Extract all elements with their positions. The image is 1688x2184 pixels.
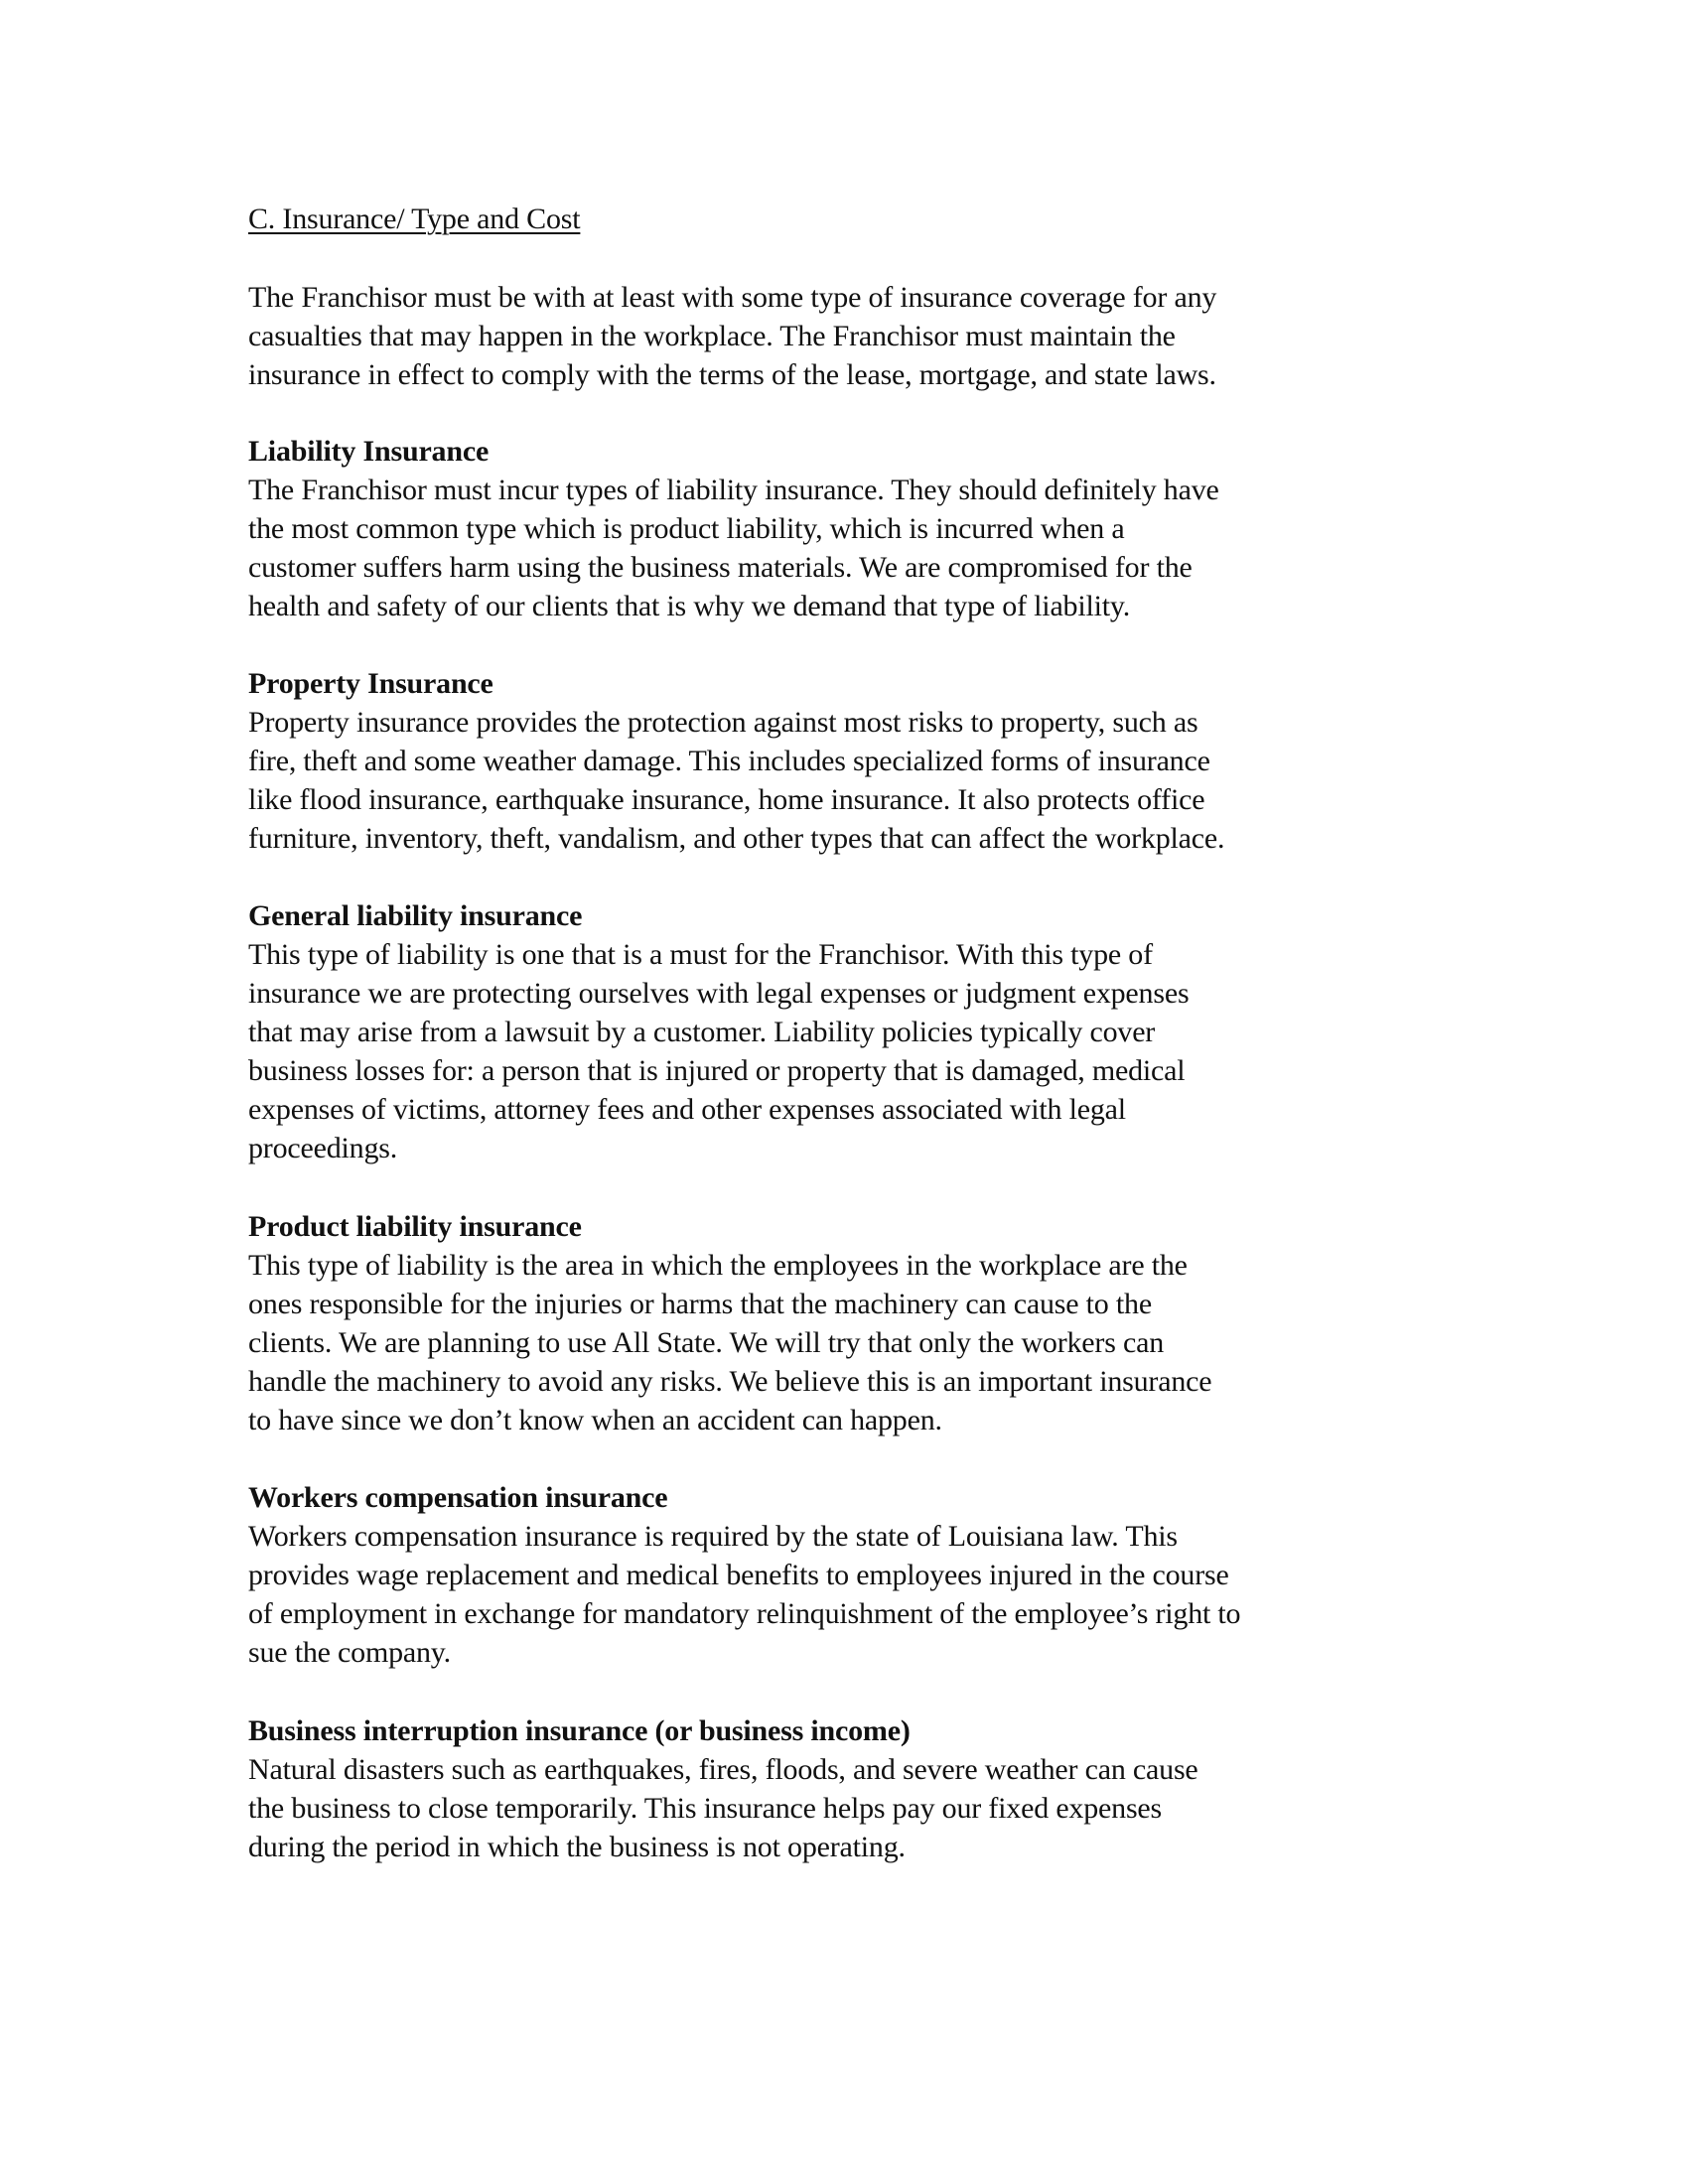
paragraph-line: clients. We are planning to use All State. We will try that only the workers can bbox=[248, 1326, 1165, 1359]
section-heading: General liability insurance bbox=[248, 899, 583, 932]
paragraph-line: the most common type which is product liability, which is incurred when a bbox=[248, 512, 1125, 545]
paragraph-line: Natural disasters such as earthquakes, fires, floods, and severe weather can cause bbox=[248, 1753, 1198, 1786]
paragraph-line: Workers compensation insurance is required by the state of Louisiana law. This bbox=[248, 1520, 1178, 1553]
section-title: C. Insurance/ Type and Cost bbox=[248, 203, 581, 235]
paragraph-line: of employment in exchange for mandatory relinquishment of the employee’s right to bbox=[248, 1597, 1241, 1630]
paragraph-line: Property insurance provides the protection against most risks to property, such as bbox=[248, 706, 1198, 739]
paragraph-line: casualties that may happen in the workplace. The Franchisor must maintain the bbox=[248, 320, 1176, 352]
paragraph-line: ones responsible for the injuries or harms that the machinery can cause to the bbox=[248, 1288, 1152, 1320]
section-heading: Product liability insurance bbox=[248, 1210, 582, 1243]
paragraph-line: to have since we don’t know when an accident can happen. bbox=[248, 1404, 942, 1436]
paragraph-line: fire, theft and some weather damage. This includes specialized forms of insurance bbox=[248, 745, 1210, 777]
paragraph-line: The Franchisor must incur types of liability insurance. They should definitely have bbox=[248, 474, 1219, 506]
paragraph-line: sue the company. bbox=[248, 1636, 451, 1669]
paragraph-line: during the period in which the business is not operating. bbox=[248, 1831, 906, 1863]
section-heading: Liability Insurance bbox=[248, 435, 490, 468]
paragraph-line: furniture, inventory, theft, vandalism, and other types that can affect the workplace. bbox=[248, 822, 1225, 855]
paragraph-line: like flood insurance, earthquake insurance, home insurance. It also protects office bbox=[248, 783, 1205, 816]
paragraph-line: This type of liability is one that is a must for the Franchisor. With this type of bbox=[248, 938, 1153, 971]
paragraph-line: insurance we are protecting ourselves with legal expenses or judgment expenses bbox=[248, 977, 1190, 1010]
paragraph-line: insurance in effect to comply with the terms of the lease, mortgage, and state laws. bbox=[248, 358, 1216, 391]
paragraph-line: customer suffers harm using the business materials. We are compromised for the bbox=[248, 551, 1193, 584]
section-heading: Property Insurance bbox=[248, 667, 493, 700]
paragraph-line: expenses of victims, attorney fees and other expenses associated with legal bbox=[248, 1093, 1126, 1126]
paragraph-line: The Franchisor must be with at least with some type of insurance coverage for any bbox=[248, 281, 1217, 314]
paragraph-line: provides wage replacement and medical benefits to employees injured in the course bbox=[248, 1559, 1229, 1591]
paragraph-line: This type of liability is the area in which the employees in the workplace are the bbox=[248, 1249, 1188, 1282]
paragraph-line: health and safety of our clients that is why we demand that type of liability. bbox=[248, 590, 1131, 622]
paragraph-line: that may arise from a lawsuit by a customer. Liability policies typically cover bbox=[248, 1016, 1156, 1048]
section-heading: Workers compensation insurance bbox=[248, 1481, 668, 1514]
section-heading: Business interruption insurance (or business income) bbox=[248, 1714, 911, 1747]
paragraph-line: handle the machinery to avoid any risks. We believe this is an important insurance bbox=[248, 1365, 1212, 1398]
paragraph-line: business losses for: a person that is injured or property that is damaged, medical bbox=[248, 1054, 1186, 1087]
paragraph-line: the business to close temporarily. This insurance helps pay our fixed expenses bbox=[248, 1792, 1163, 1825]
paragraph-line: proceedings. bbox=[248, 1132, 398, 1164]
